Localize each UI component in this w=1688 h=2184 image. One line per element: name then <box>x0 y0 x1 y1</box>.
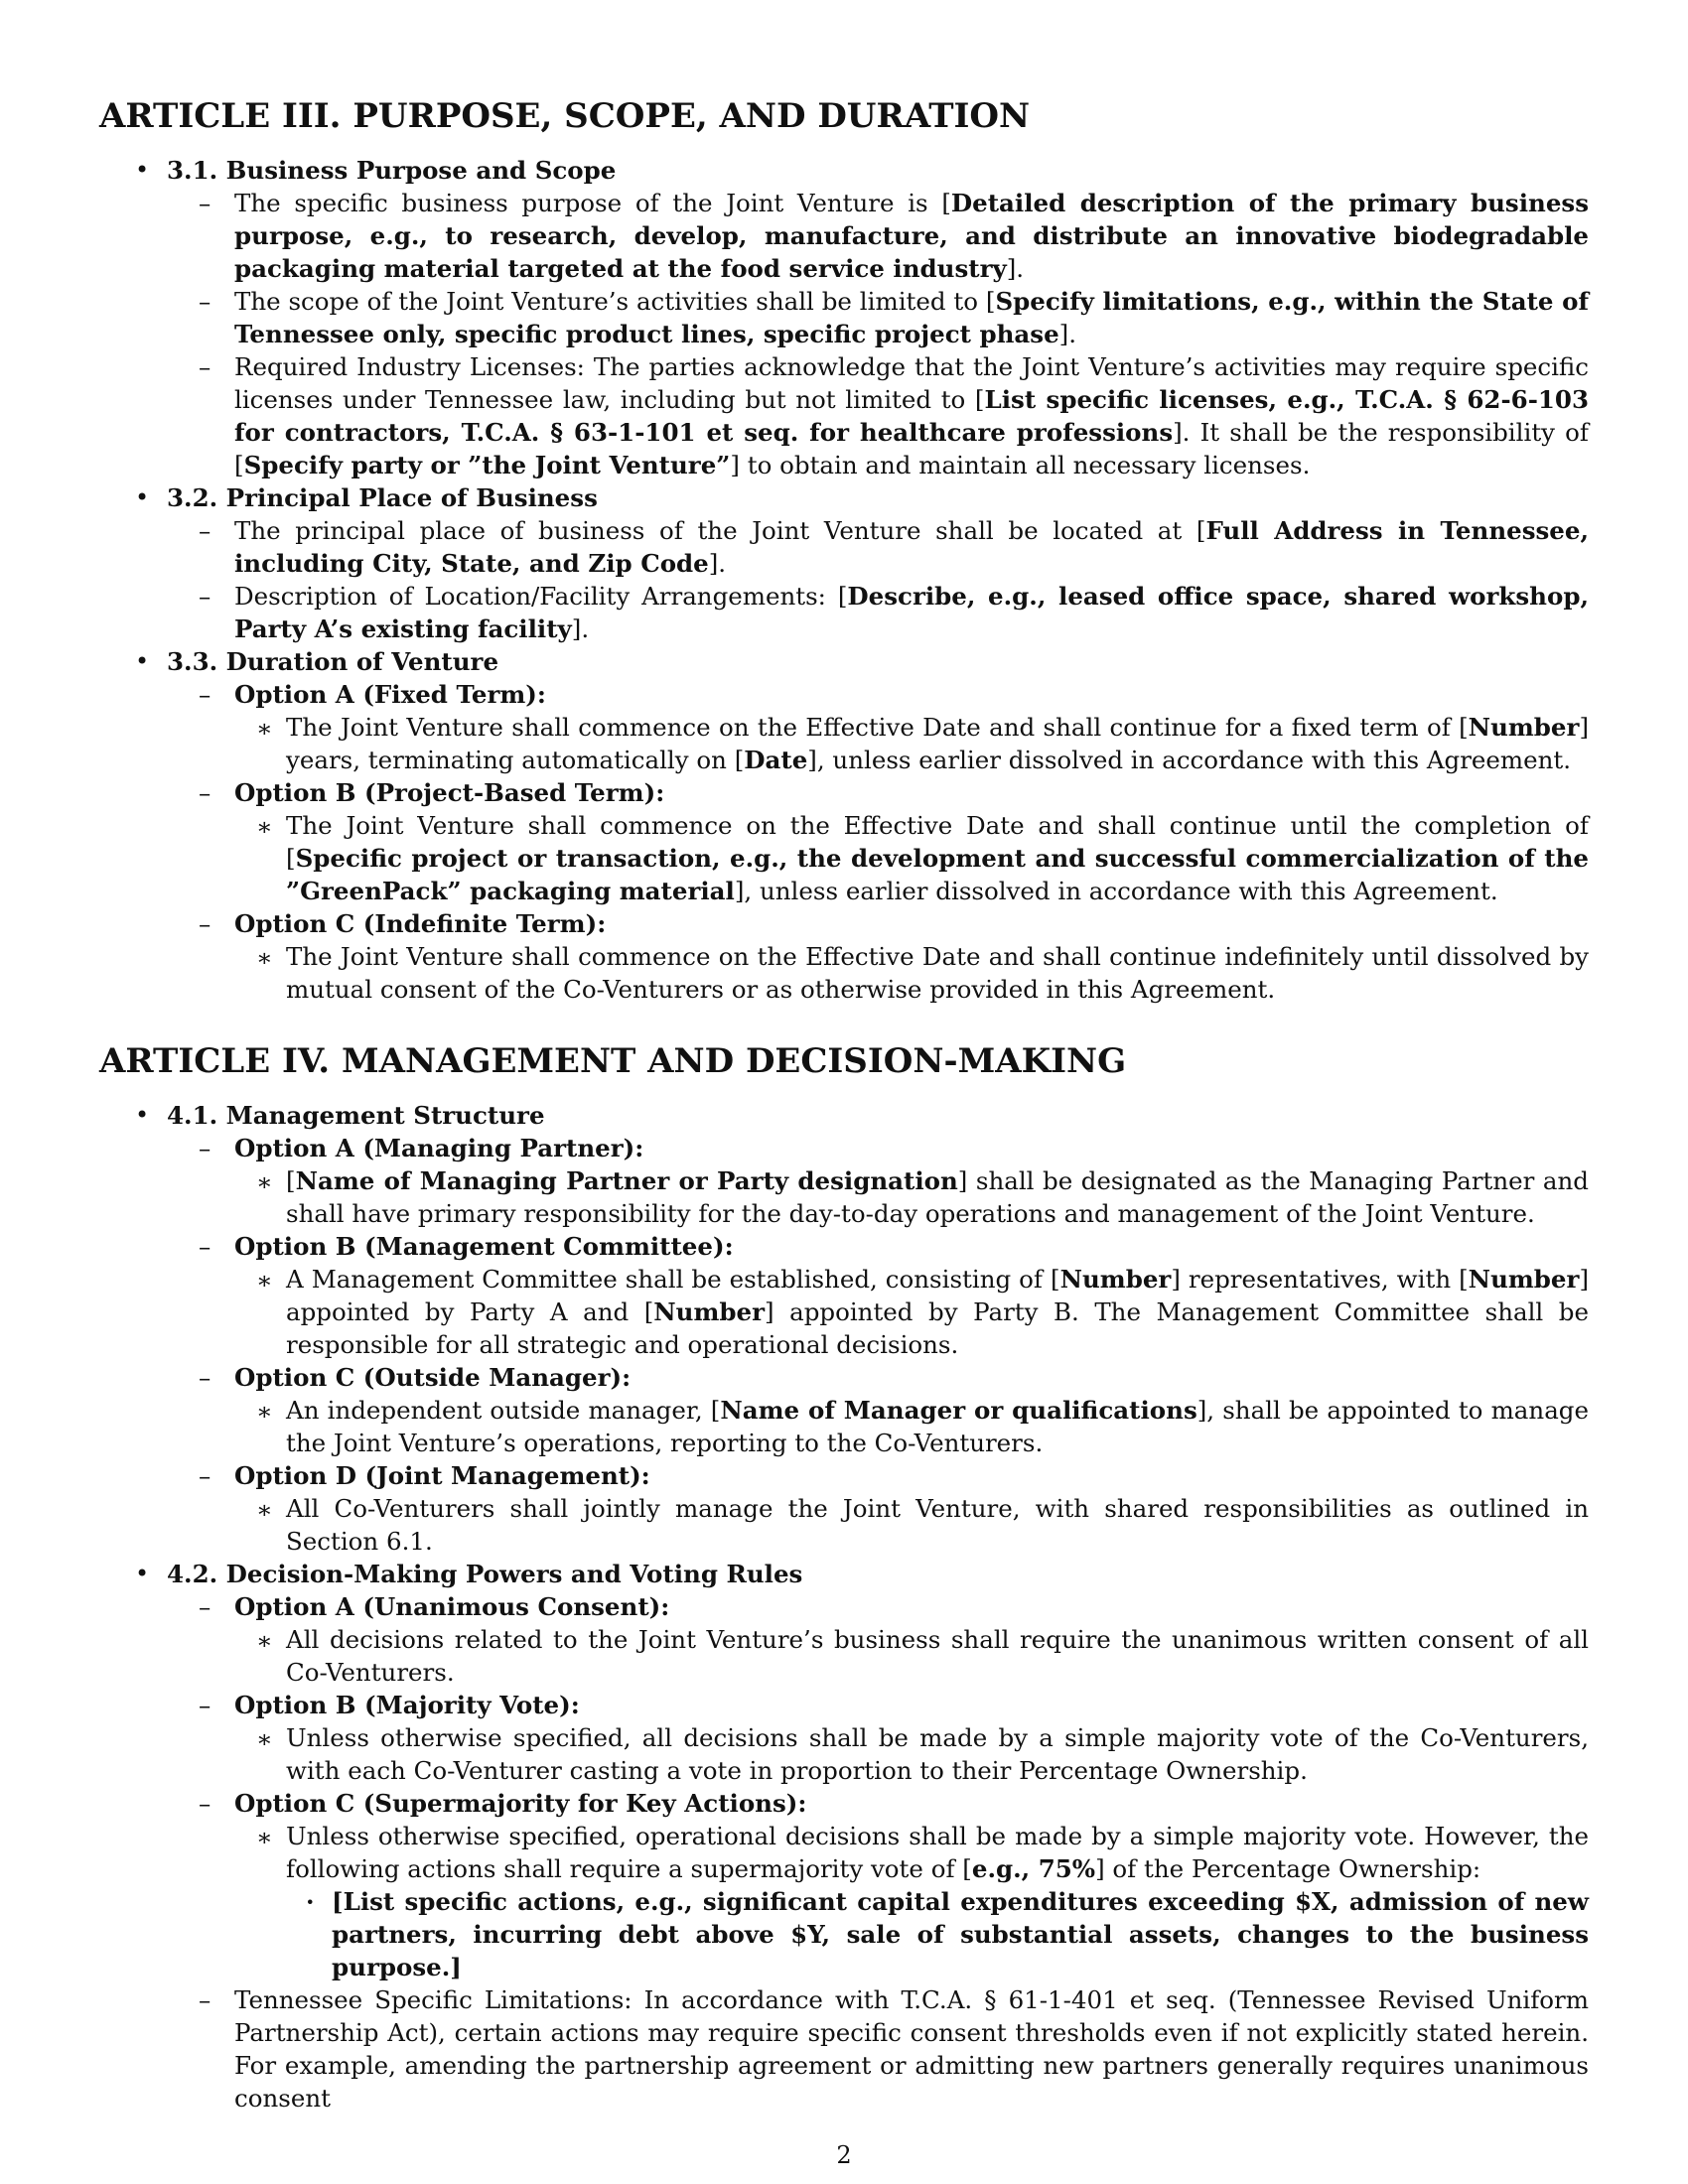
asterisk-icon: ∗ <box>256 1266 273 1295</box>
option-item: – Option D (Joint Management): ∗ All Co-Venturers shall jointly manage the Joint Venture, with shared responsibilities as outlined in Section 6.1. <box>199 1461 1589 1556</box>
dash-icon: – <box>199 1985 211 2014</box>
sub-item: ∗ The Joint Venture shall commence on the Effective Date and shall continue until the completion of [Specific project or transaction, e.g., the development and successful commercialization of the ”GreenPack” packaging material], unless earlier dissolved in accordance with this Agreement. <box>256 811 1589 905</box>
bullet-icon: • <box>135 156 150 184</box>
dash-icon: – <box>199 1134 211 1162</box>
section-title: 4.2. Decision-Making Powers and Voting Rules <box>167 1560 803 1588</box>
sub-item: ∗ A Management Committee shall be established, consisting of [Number] representatives, with [Number] appointed by Party A and [Number] appointed by Party B. The Management Committee shall be responsible for all strategic and operational decisions. <box>256 1265 1589 1359</box>
dash-icon: – <box>199 1461 211 1490</box>
sub-sub-item: · [List specific actions, e.g., significant capital expenditures exceeding $X, admission of new partners, incurring debt above $Y, sale of substantial assets, changes to the business purpose.] <box>306 1887 1589 1981</box>
asterisk-icon: ∗ <box>256 1397 273 1426</box>
dash-icon: – <box>199 1232 211 1261</box>
dash-icon: – <box>199 909 211 938</box>
asterisk-icon: ∗ <box>256 943 273 972</box>
section-3-3 <box>99 645 1589 1006</box>
section-title: 3.1. Business Purpose and Scope <box>167 156 617 185</box>
bullet-icon: • <box>135 647 150 675</box>
list-item: – The scope of the Joint Venture’s activities shall be limited to [Specify limitations, e.g., within the State of Tennessee only, specific product lines, specific project phase]. <box>199 287 1589 348</box>
bullet-icon: • <box>135 1560 150 1587</box>
section-title: 3.2. Principal Place of Business <box>167 483 598 512</box>
dash-icon: – <box>199 1691 211 1719</box>
sub-item: ∗ All Co-Venturers shall jointly manage the Joint Venture, with shared responsibilities as outlined in Section 6.1. <box>256 1494 1589 1556</box>
asterisk-icon: ∗ <box>256 1724 273 1753</box>
article-4-list <box>99 1099 1589 2115</box>
section-4-2 <box>99 1558 1589 2115</box>
option-item: – Option A (Managing Partner): ∗ [Name of Managing Partner or Party designation] shall be designated as the Managing Partner and shall have primary responsibility for the day-to-day operations and management of the Joint Venture. <box>199 1134 1589 1228</box>
section-3-1 <box>99 154 1589 481</box>
page-number: 2 <box>836 2141 852 2169</box>
article-3-list <box>99 154 1589 1006</box>
article-3-heading: ARTICLE III. PURPOSE, SCOPE, AND DURATION <box>99 96 1031 136</box>
sub-item: ∗ The Joint Venture shall commence on the Effective Date and shall continue indefinitely until dissolved by mutual consent of the Co-Venturers or as otherwise provided in this Agreement. <box>256 942 1589 1004</box>
sub-item: ∗ An independent outside manager, [Name of Manager or qualifications], shall be appointed to manage the Joint Venture’s operations, reporting to the Co-Venturers. <box>256 1396 1589 1457</box>
dash-icon: – <box>199 516 211 545</box>
option-item: – Option B (Majority Vote): ∗ Unless otherwise specified, all decisions shall be made by a simple majority vote of the Co-Venturers, with each Co-Venturer casting a vote in proportion to their Percentage Ownership. <box>199 1691 1589 1785</box>
sub-item: ∗ The Joint Venture shall commence on the Effective Date and shall continue for a fixed term of [Number] years, terminating automatically on [Date], unless earlier dissolved in accordance with this Agreement. <box>256 713 1589 774</box>
list-item: – Required Industry Licenses: The parties acknowledge that the Joint Venture’s activities may require specific licenses under Tennessee law, including but not limited to [List specific licenses, e.g., T.C.A. § 62-6-103 for contractors, T.C.A. § 63-1-101 et seq. for healthcare professions]. It shall be the responsibility of [Specify party or ”the Joint Venture”] to obtain and maintain all necessary licenses. <box>199 352 1590 479</box>
list-item: – The principal place of business of the Joint Venture shall be located at [Full Address in Tennessee, including City, State, and Zip Code]. <box>199 516 1590 578</box>
asterisk-icon: ∗ <box>256 1823 273 1851</box>
dot-icon: · <box>306 1887 315 1916</box>
option-item: – Option C (Outside Manager): ∗ An independent outside manager, [Name of Manager or qualifications], shall be appointed to manage the Joint Venture’s operations, reporting to the Co-Venturers. <box>199 1363 1589 1457</box>
option-item: – Option C (Indefinite Term): ∗ The Joint Venture shall commence on the Effective Date and shall continue indefinitely until dissolved by mutual consent of the Co-Venturers or as otherwise provided in this Agreement. <box>199 909 1589 1004</box>
section-4-1 <box>99 1099 1589 1558</box>
bullet-icon: • <box>135 483 150 511</box>
asterisk-icon: ∗ <box>256 1495 273 1524</box>
dash-icon: – <box>199 1789 211 1818</box>
dash-icon: – <box>199 778 211 807</box>
sub-item: ∗ All decisions related to the Joint Venture’s business shall require the unanimous written consent of all Co-Venturers. <box>256 1625 1589 1687</box>
dash-icon: – <box>199 287 211 316</box>
section-title: 4.1. Management Structure <box>167 1101 545 1130</box>
list-item: – Description of Location/Facility Arrangements: [Describe, e.g., leased office space, shared workshop, Party A’s existing facility]. <box>199 582 1589 643</box>
dash-icon: – <box>199 680 211 709</box>
article-4-heading: ARTICLE IV. MANAGEMENT AND DECISION-MAKING <box>99 1041 1127 1081</box>
asterisk-icon: ∗ <box>256 812 273 841</box>
dash-icon: – <box>199 352 211 381</box>
dash-icon: – <box>199 582 211 611</box>
sub-item: ∗ [Name of Managing Partner or Party designation] shall be designated as the Managing Partner and shall have primary responsibility for the day-to-day operations and management of the Joint Venture. <box>256 1166 1589 1228</box>
dash-icon: – <box>199 1363 211 1392</box>
option-item: – Option B (Project-Based Term): ∗ The Joint Venture shall commence on the Effective Date and shall continue until the completion of [Specific project or transaction, e.g., the development and successful commercialization of the ”GreenPack” packaging material], unless earlier dissolved in accordance with this Agreement. <box>199 778 1589 905</box>
option-item: – Option A (Unanimous Consent): ∗ All decisions related to the Joint Venture’s business shall require the unanimous written consent of all Co-Venturers. <box>199 1592 1589 1687</box>
asterisk-icon: ∗ <box>256 1167 273 1196</box>
dash-icon: – <box>199 1592 211 1621</box>
asterisk-icon: ∗ <box>256 714 273 743</box>
section-title: 3.3. Duration of Venture <box>167 647 499 676</box>
option-item: – Option C (Supermajority for Key Actions): ∗ Unless otherwise specified, operational decisions shall be made by a simple majority vote. However, the following actions shall require a supermajority vote of [e.g., 75%] of the Percentage Ownership: · [List specific actions, e.g., significant capital expenditures exceeding $X, admission of new partners, incurring debt above $Y, sale of substantial assets, changes to the business purpose.] <box>199 1789 1589 1981</box>
bullet-icon: • <box>135 1101 150 1129</box>
dash-icon: – <box>199 189 211 217</box>
list-item: – The specific business purpose of the Joint Venture is [Detailed description of the primary business purpose, e.g., to research, develop, manufacture, and distribute an innovative biodegradable packaging material targeted at the food service industry]. <box>199 189 1589 283</box>
option-item: – Option B (Management Committee): ∗ A Management Committee shall be established, consisting of [Number] representatives, with [Number] appointed by Party A and [Number] appointed by Party B. The Management Committee shall be responsible for all strategic and operational decisions. <box>199 1232 1589 1359</box>
sub-item: ∗ Unless otherwise specified, operational decisions shall be made by a simple majority vote. However, the following actions shall require a supermajority vote of [e.g., 75%] of the Percentage Ownership: · [List specific actions, e.g., significant capital expenditures exceeding $X, admission of new partners, incurring debt above $Y, sale of substantial assets, changes to the business purpose.] <box>256 1822 1589 1981</box>
section-3-2 <box>99 481 1589 645</box>
document-page <box>99 94 1589 2115</box>
option-item: – Option A (Fixed Term): ∗ The Joint Venture shall commence on the Effective Date and shall continue for a fixed term of [Number] years, terminating automatically on [Date], unless earlier dissolved in accordance with this Agreement. <box>199 680 1589 774</box>
asterisk-icon: ∗ <box>256 1626 273 1655</box>
list-item: – Tennessee Specific Limitations: In accordance with T.C.A. § 61-1-401 et seq. (Tennessee Revised Uniform Partnership Act), certain actions may require specific consent thresholds even if not explicitly stated herein. For example, amending the partnership agreement or admitting new partners generally requires unanimous consent <box>199 1985 1589 2113</box>
sub-item: ∗ Unless otherwise specified, all decisions shall be made by a simple majority vote of the Co-Venturers, with each Co-Venturer casting a vote in proportion to their Percentage Ownership. <box>256 1723 1589 1785</box>
